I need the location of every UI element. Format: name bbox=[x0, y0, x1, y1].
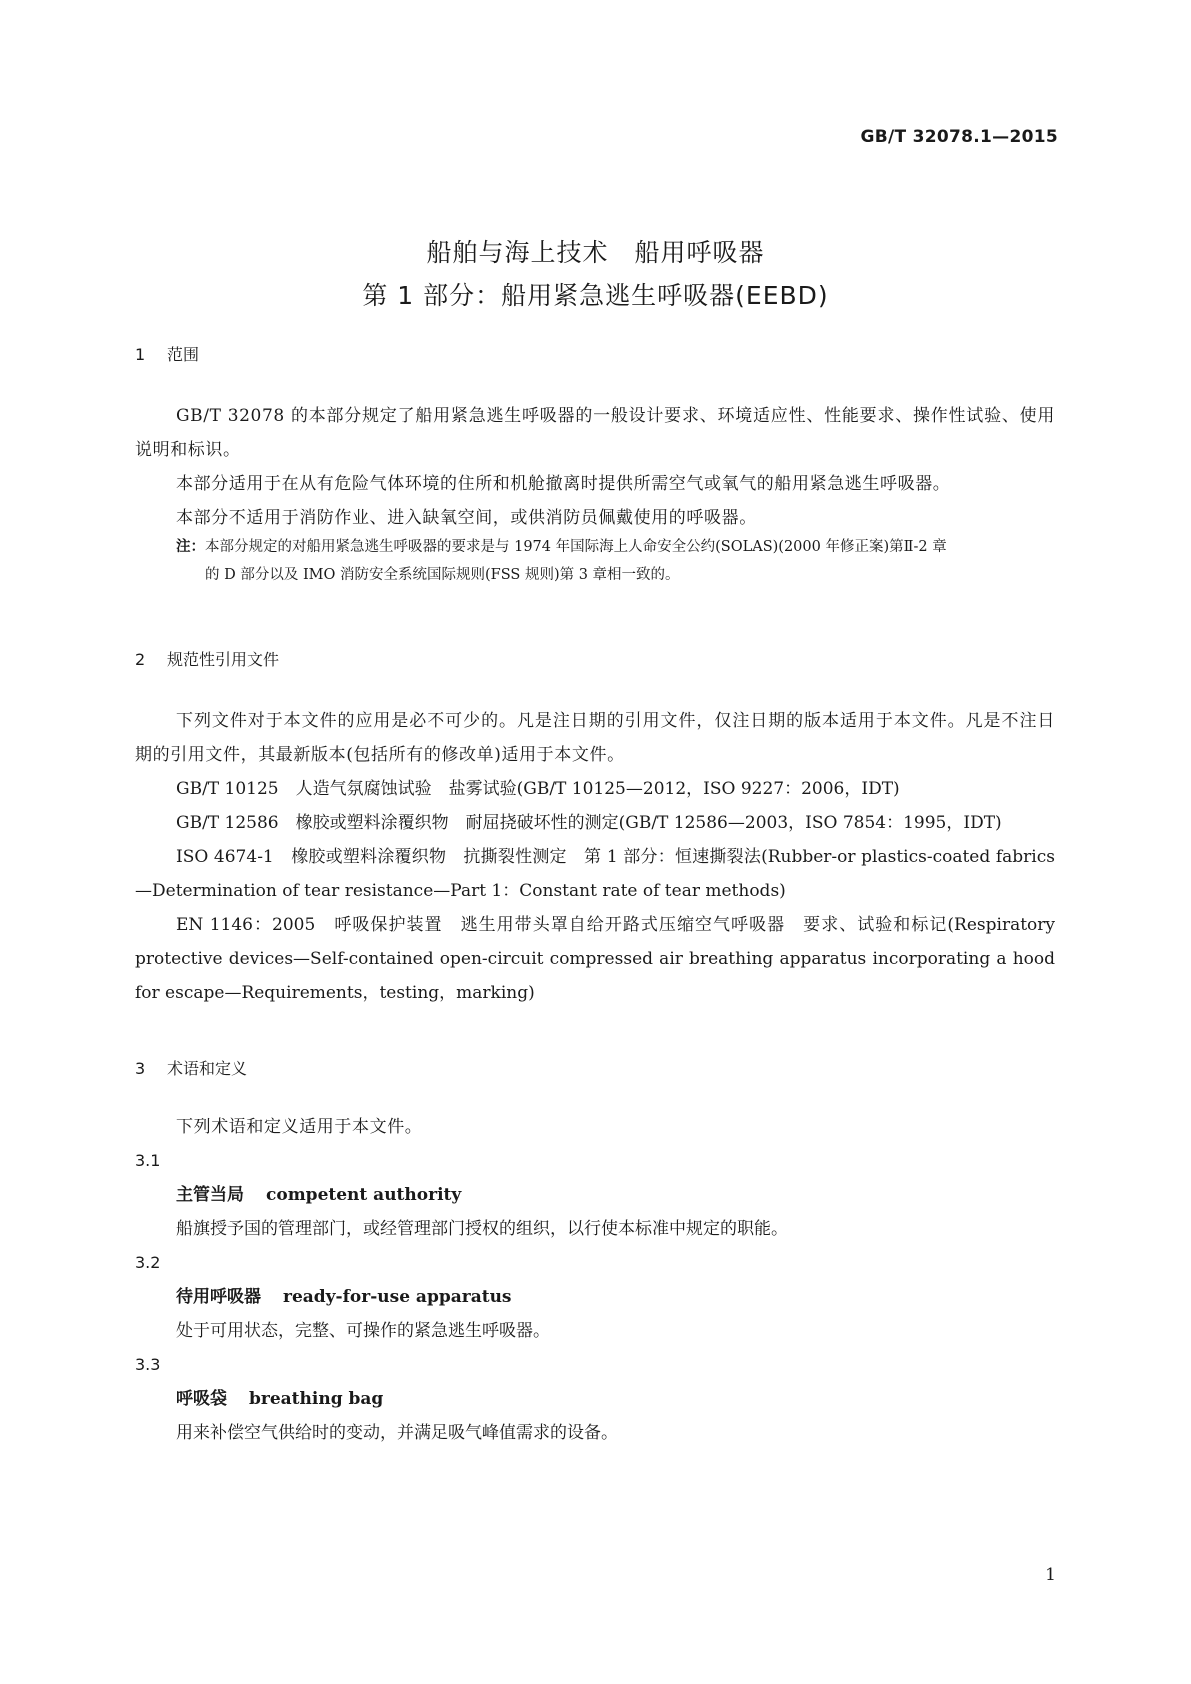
section-2 bbox=[135, 643, 1055, 677]
section-1-body bbox=[135, 399, 1055, 589]
section-3-body bbox=[135, 1110, 1055, 1450]
paragraph: 本部分适用于在从有危险气体环境的住所和机舱撤离时提供所需空气或氧气的船用紧急逃生呼吸器。 bbox=[176, 474, 951, 494]
reference-item: GB/T 12586 橡胶或塑料涂覆织物 耐屈挠破坏性的测定(GB/T 12586—2003，ISO 7854：1995，IDT) bbox=[176, 813, 1002, 833]
standard-code: GB/T 32078.1—2015 bbox=[860, 127, 1058, 147]
page-number: 1 bbox=[1045, 1565, 1056, 1585]
section-title: 规范性引用文件 bbox=[167, 650, 280, 669]
note-label: 注： bbox=[176, 539, 205, 555]
term-name-zh: 呼吸袋 bbox=[176, 1389, 227, 1409]
term-entry bbox=[135, 1348, 1055, 1450]
reference-item: GB/T 10125 人造气氛腐蚀试验 盐雾试验(GB/T 10125—2012，ISO 9227：2006，IDT) bbox=[176, 779, 900, 799]
note-continuation: 的 D 部分以及 IMO 消防安全系统国际规则(FSS 规则)第 3 章相一致的。 bbox=[205, 567, 680, 583]
document-title-line-2: 第 1 部分：船用紧急逃生呼吸器(EEBD) bbox=[362, 281, 829, 310]
section-number: 1 bbox=[135, 345, 146, 364]
term-definition: 船旗授予国的管理部门，或经管理部门授权的组织，以行使本标准中规定的职能。 bbox=[176, 1219, 788, 1239]
section-number: 2 bbox=[135, 650, 146, 669]
term-definition: 处于可用状态，完整、可操作的紧急逃生呼吸器。 bbox=[176, 1321, 550, 1341]
term-number: 3.2 bbox=[135, 1253, 161, 1272]
section-3-heading bbox=[135, 1052, 1055, 1086]
term-name-en: competent authority bbox=[266, 1185, 462, 1205]
term-name bbox=[135, 1178, 1055, 1212]
paragraph: 下列文件对于本文件的应用是必不可少的。凡是注日期的引用文件，仅注日期的版本适用于本文件。凡是不注日期的引用文件，其最新版本(包括所有的修改单)适用于本文件。 bbox=[135, 711, 1055, 765]
term-name-zh: 待用呼吸器 bbox=[176, 1287, 261, 1307]
term-entry bbox=[135, 1144, 1055, 1246]
term-number: 3.1 bbox=[135, 1151, 161, 1170]
reference-item: ISO 4674-1 橡胶或塑料涂覆织物 抗撕裂性测定 第 1 部分：恒速撕裂法(Rubber-or plastics-coated fabrics—Determination of tear resistance—Part 1：Constant rate of tear methods) bbox=[135, 847, 1055, 901]
section-title: 范围 bbox=[167, 345, 200, 364]
term-entry bbox=[135, 1246, 1055, 1348]
paragraph: 本部分不适用于消防作业、进入缺氧空间，或供消防员佩戴使用的呼吸器。 bbox=[176, 508, 757, 528]
term-name-zh: 主管当局 bbox=[176, 1185, 244, 1205]
reference-item: EN 1146：2005 呼吸保护装置 逃生用带头罩自给开路式压缩空气呼吸器 要求、试验和标记(Respiratory protective devices—Self-contained open-circuit compressed air breathing apparatus incorporating a hood for escape—Requirements，testing，marking) bbox=[135, 915, 1055, 1003]
section-2-heading bbox=[135, 643, 1055, 677]
section-1 bbox=[135, 338, 1055, 372]
paragraph: 下列术语和定义适用于本文件。 bbox=[176, 1117, 423, 1137]
section-3 bbox=[135, 1052, 1055, 1086]
term-name-en: breathing bag bbox=[249, 1389, 384, 1409]
note bbox=[135, 533, 1055, 561]
term-name bbox=[135, 1382, 1055, 1416]
term-number: 3.3 bbox=[135, 1355, 161, 1374]
document-title-line-1: 船舶与海上技术 船用呼吸器 bbox=[426, 238, 765, 267]
section-title: 术语和定义 bbox=[167, 1059, 248, 1078]
paragraph: GB/T 32078 的本部分规定了船用紧急逃生呼吸器的一般设计要求、环境适应性、性能要求、操作性试验、使用说明和标识。 bbox=[135, 406, 1055, 460]
section-2-body bbox=[135, 704, 1055, 1010]
term-name-en: ready-for-use apparatus bbox=[283, 1287, 512, 1307]
term-name bbox=[135, 1280, 1055, 1314]
note-text-line-1: 本部分规定的对船用紧急逃生呼吸器的要求是与 1974 年国际海上人命安全公约(SOLAS)(2000 年修正案)第Ⅱ-2 章 bbox=[205, 539, 947, 555]
term-definition: 用来补偿空气供给时的变动，并满足吸气峰值需求的设备。 bbox=[176, 1423, 618, 1443]
section-number: 3 bbox=[135, 1059, 146, 1078]
section-1-heading bbox=[135, 338, 1055, 372]
